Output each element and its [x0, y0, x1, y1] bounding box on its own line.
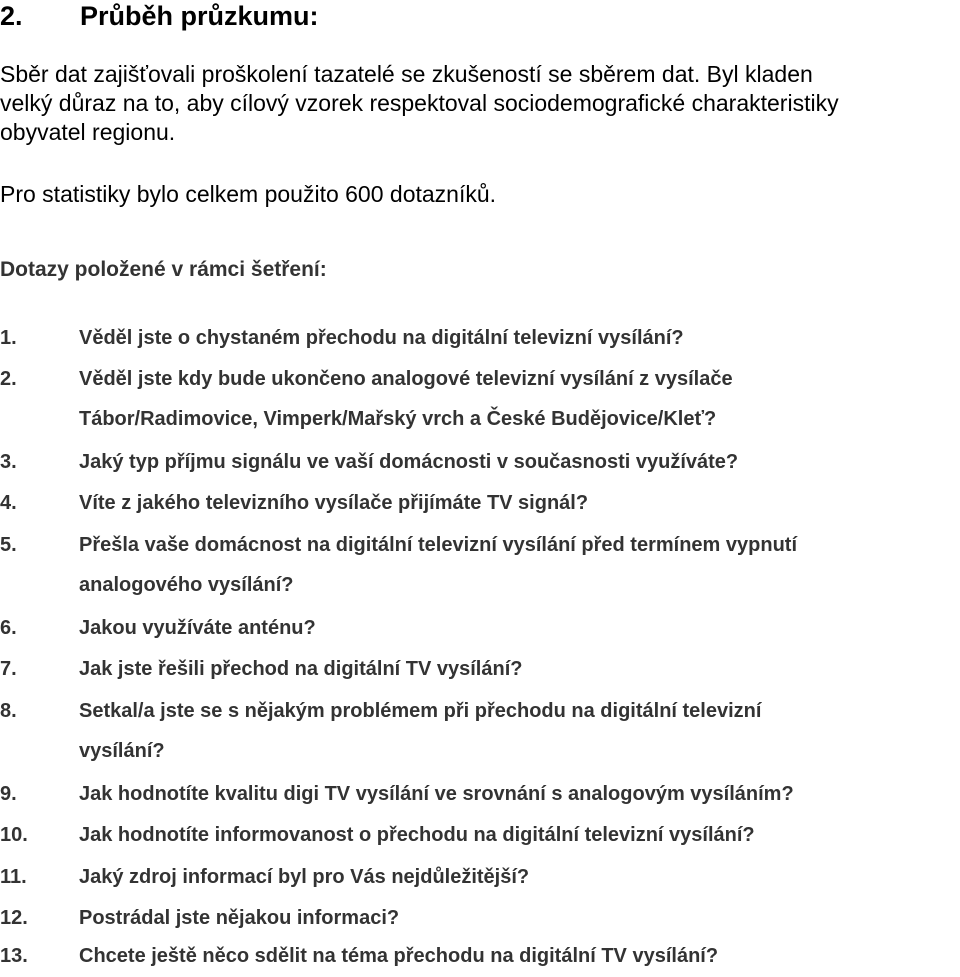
question-text: Věděl jste kdy bude ukončeno analogové televizní vysílání z vysílače [79, 368, 733, 390]
statistics-paragraph: Pro statistiky bylo celkem použito 600 dotazníků. [0, 181, 497, 207]
intro-line: obyvatel regionu. [0, 119, 176, 145]
question-number: 1. [0, 327, 17, 349]
question-number: 8. [0, 700, 17, 722]
section-title: Průběh průzkumu: [80, 1, 319, 31]
question-number: 2. [0, 368, 17, 390]
question-text: Jaký zdroj informací byl pro Vás nejdůležitější? [79, 866, 530, 888]
question-number: 9. [0, 783, 17, 805]
question-text: Jak jste řešili přechod na digitální TV vysílání? [79, 658, 523, 680]
question-text: Jaký typ příjmu signálu ve vaší domácnosti v současnosti využíváte? [79, 451, 739, 473]
question-text: Jak hodnotíte informovanost o přechodu na digitální televizní vysílání? [79, 824, 755, 846]
question-number: 11. [0, 866, 27, 888]
question-number: 12. [0, 907, 28, 929]
question-number: 13. [0, 945, 28, 967]
question-text: Setkal/a jste se s nějakým problémem při přechodu na digitální televizní [79, 700, 762, 722]
question-text: Chcete ještě něco sdělit na téma přechodu na digitální TV vysílání? [79, 945, 719, 967]
question-text: Víte z jakého televizního vysílače přijímáte TV signál? [79, 492, 589, 514]
question-text: Věděl jste o chystaném přechodu na digitální televizní vysílání? [79, 327, 684, 349]
question-number: 5. [0, 534, 17, 556]
question-text-continued: Tábor/Radimovice, Vimperk/Mařský vrch a České Budějovice/Kleť? [79, 408, 717, 430]
question-number: 3. [0, 451, 17, 473]
question-number: 4. [0, 492, 17, 514]
intro-line: velký důraz na to, aby cílový vzorek respektoval sociodemografické charakteristiky [0, 90, 839, 116]
question-text: Přešla vaše domácnost na digitální televizní vysílání před termínem vypnutí [79, 534, 798, 556]
questions-heading: Dotazy položené v rámci šetření: [0, 258, 327, 281]
question-text-continued: vysílání? [79, 740, 165, 762]
question-text-continued: analogového vysílání? [79, 574, 294, 596]
question-text: Postrádal jste nějakou informaci? [79, 907, 400, 929]
intro-line: Sběr dat zajišťovali proškolení tazatelé se zkušeností se sběrem dat. Byl kladen [0, 61, 813, 87]
question-number: 6. [0, 617, 17, 639]
section-heading [0, 0, 319, 34]
question-number: 10. [0, 824, 28, 846]
question-text: Jak hodnotíte kvalitu digi TV vysílání ve srovnání s analogovým vysíláním? [79, 783, 794, 805]
intro-paragraph [0, 60, 960, 147]
question-text: Jakou využíváte anténu? [79, 617, 316, 639]
question-number: 7. [0, 658, 17, 680]
section-number: 2. [0, 1, 23, 31]
